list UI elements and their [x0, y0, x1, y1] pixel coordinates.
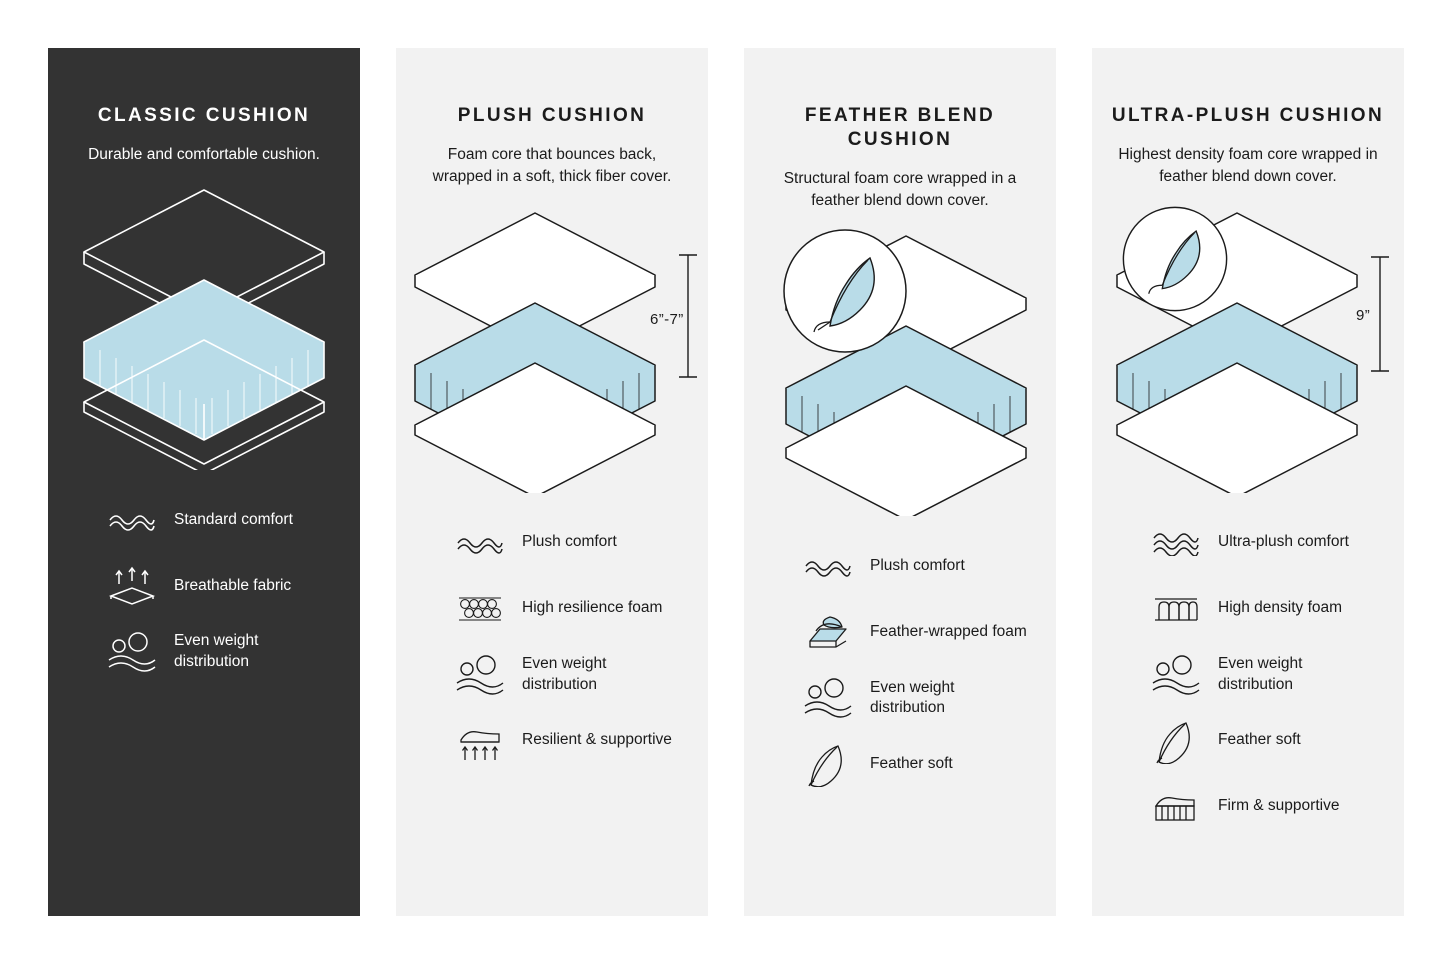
feature-item	[1146, 719, 1386, 763]
cushion-card-classic	[48, 48, 360, 916]
feature-label: Even weight distribution	[174, 632, 259, 671]
feather-wrapped-foam-icon	[798, 610, 858, 654]
card-title: ULTRA-PLUSH CUSHION	[1111, 105, 1385, 126]
feather-badge-icon	[780, 226, 910, 356]
feature-item	[102, 630, 342, 674]
card-title: FEATHER BLEND CUSHION	[804, 105, 996, 150]
wave-icon	[102, 498, 162, 542]
cushion-card-plush	[396, 48, 708, 916]
card-title: PLUSH CUSHION	[457, 105, 647, 126]
feature-list	[762, 544, 1038, 786]
feature-list	[66, 498, 342, 674]
feature-label: Plush comfort	[870, 556, 965, 574]
feature-list	[414, 521, 690, 763]
feature-item	[1146, 785, 1386, 829]
feature-label: Even weight distribution	[1218, 654, 1303, 693]
feather-badge-icon	[1120, 203, 1230, 315]
dimension-label: 6”-7”	[650, 310, 684, 328]
feature-label: Even weight distribution	[522, 654, 607, 693]
weight-distribution-icon	[798, 676, 858, 720]
card-subtitle: Highest density foam core wrapped in feather blend down cover.	[1118, 145, 1378, 186]
card-subtitle: Foam core that bounces back, wrapped in a soft, thick fiber cover.	[432, 145, 672, 186]
cushion-diagram-classic	[66, 180, 342, 480]
cushion-card-ultra-plush	[1092, 48, 1404, 916]
firm-support-icon	[1146, 785, 1206, 829]
high-density-foam-icon	[1146, 587, 1206, 631]
feature-item	[450, 653, 690, 697]
feature-item	[450, 587, 690, 631]
feature-item	[798, 676, 1038, 720]
card-title: CLASSIC CUSHION	[97, 105, 311, 126]
wave-icon	[450, 521, 510, 565]
feature-label: Feather soft	[1218, 731, 1301, 749]
weight-distribution-icon	[1146, 653, 1206, 697]
feature-label: Firm & supportive	[1218, 797, 1340, 815]
feature-label: Feather-wrapped foam	[870, 622, 1027, 640]
feature-item	[102, 564, 342, 608]
feature-label: Breathable fabric	[174, 576, 292, 594]
cushion-diagram-plush	[414, 203, 690, 503]
feature-label: Even weight distribution	[870, 678, 955, 717]
feature-label: High resilience foam	[522, 599, 663, 617]
feature-item	[798, 544, 1038, 588]
exploded-cushion-illustration	[405, 203, 665, 493]
feature-label: Resilient & supportive	[522, 731, 672, 749]
cushion-diagram-feather-blend	[762, 226, 1038, 526]
feature-list	[1110, 521, 1386, 829]
wave-icon	[1146, 521, 1206, 565]
card-subtitle: Durable and comfortable cushion.	[88, 145, 320, 163]
feature-item	[798, 610, 1038, 654]
card-subtitle: Structural foam core wrapped in a feather blend down cover.	[783, 169, 1017, 209]
feature-item	[450, 719, 690, 763]
feature-label: Ultra-plush comfort	[1218, 533, 1349, 551]
resilient-support-icon	[450, 719, 510, 763]
feature-label: Plush comfort	[522, 533, 617, 551]
cushion-card-feather-blend	[744, 48, 1056, 916]
feature-item	[1146, 653, 1386, 697]
weight-distribution-icon	[102, 630, 162, 674]
honeycomb-foam-icon	[450, 587, 510, 631]
wave-icon	[798, 544, 858, 588]
feather-icon	[1146, 719, 1206, 763]
weight-distribution-icon	[450, 653, 510, 697]
dimension-bracket	[1368, 253, 1392, 375]
feature-item	[798, 742, 1038, 786]
exploded-cushion-illustration	[74, 180, 334, 470]
feature-item	[1146, 521, 1386, 565]
feature-label: Standard comfort	[174, 510, 293, 528]
feature-item	[450, 521, 690, 565]
feature-label: High density foam	[1218, 599, 1343, 617]
feather-icon	[798, 742, 858, 786]
dimension-label: 9”	[1356, 306, 1371, 324]
feature-item	[1146, 587, 1386, 631]
feature-label: Feather soft	[870, 754, 953, 772]
breathable-fabric-icon	[102, 564, 162, 608]
cushion-diagram-ultra-plush	[1110, 203, 1386, 503]
feature-item	[102, 498, 342, 542]
